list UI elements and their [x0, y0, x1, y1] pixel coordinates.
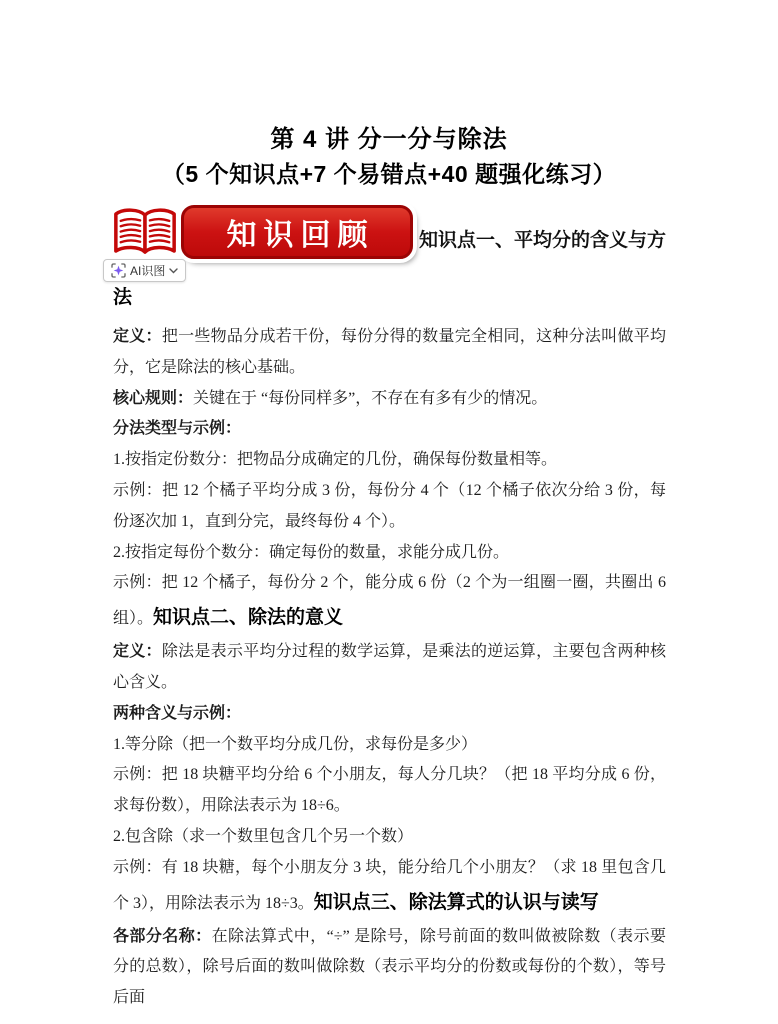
page-subtitle: （5 个知识点+7 个易错点+40 题强化练习）	[161, 161, 617, 187]
bold-lead: 两种含义与示例：	[113, 704, 242, 722]
chevron-down-icon[interactable]	[169, 268, 178, 274]
bold-lead: 定义：	[113, 328, 162, 345]
bold-lead: 各部分名称：	[113, 927, 212, 945]
body-text: 2.按指定每份个数分：确定每份的数量，求能分成几份。	[113, 543, 510, 561]
inline-heading: 知识点三、除法算式的认识与读写	[313, 891, 599, 913]
bold-lead: 定义：	[113, 643, 162, 661]
body-text: 在除法算式中，“÷” 是除号，除号前面的数叫做被除数（表示要分的总数），除号后面的数叫做除数（表示平均分的份数或每份的个数），等号后面	[113, 927, 666, 1007]
paragraph	[113, 445, 666, 476]
body-text: 2.包含除（求一个数里包含几个另一个数）	[113, 827, 414, 845]
paragraph	[113, 760, 666, 822]
body-text: 1.等分除（把一个数平均分成几份，求每份是多少）	[113, 735, 478, 753]
body-text: 除法是表示平均分过程的数学运算，是乘法的逆运算，主要包含两种核心含义。	[113, 643, 666, 691]
paragraph	[113, 568, 666, 637]
paragraph	[113, 922, 666, 1014]
paragraph	[113, 538, 666, 569]
body-text: 示例：把 18 块糖平均分给 6 个小朋友，每人分几块？（把 18 平均分成 6 份，求每份数），用除法表示为 18÷6。	[113, 766, 666, 815]
body-text: 示例：把 12 个橘子平均分成 3 份，每份分 4 个（12 个橘子依次分给 3 份，每份逐次加 1，直到分完，最终每份 4 个）。	[113, 481, 666, 530]
body-text: 关键在于 “每份同样多”，不存在有多有少的情况。	[193, 389, 548, 407]
body-paragraphs	[113, 279, 666, 1014]
open-book-icon	[111, 206, 179, 261]
paragraph	[113, 822, 666, 853]
knowledge-point-1-heading: 知识点一、平均分的含义与方	[419, 230, 667, 251]
paragraph	[113, 414, 666, 445]
bold-lead: 核心规则：	[113, 389, 194, 407]
paragraph	[113, 322, 666, 384]
body-text: 示例：有 18 块糖，每个小朋友分 3 块，能分给几个小朋友？（求 18 里包含几个 3），用除法表示为 18÷3。	[113, 858, 666, 912]
paragraph	[113, 384, 666, 415]
body-text: 示例：把 12 个橘子，每份分 2 个，能分成 6 份（2 个为一组圈一圈，共圈出 6 组）。	[113, 574, 666, 628]
banner-label: 知识回顾	[226, 219, 375, 252]
ai-button-label: AI识图	[130, 264, 166, 278]
inline-heading: 法	[113, 287, 133, 308]
paragraph	[113, 476, 666, 538]
inline-heading: 知识点二、除法的意义	[153, 607, 344, 629]
knowledge-review-banner	[181, 205, 413, 259]
paragraph	[113, 699, 666, 730]
paragraph	[113, 637, 666, 699]
ai-scan-sparkle-icon	[111, 263, 126, 278]
paragraph	[113, 853, 666, 922]
page-title: 第 4 讲 分一分与除法	[270, 126, 508, 153]
body-text: 1.按指定份数分：把物品分成确定的几份，确保每份数量相等。	[113, 451, 558, 469]
paragraph	[113, 730, 666, 761]
bold-lead: 分法类型与示例：	[113, 420, 242, 438]
paragraph	[113, 279, 666, 317]
body-text: 把一些物品分成若干份，每份分得的数量完全相同，这种分法叫做平均分，它是除法的核心基础。	[113, 328, 666, 376]
